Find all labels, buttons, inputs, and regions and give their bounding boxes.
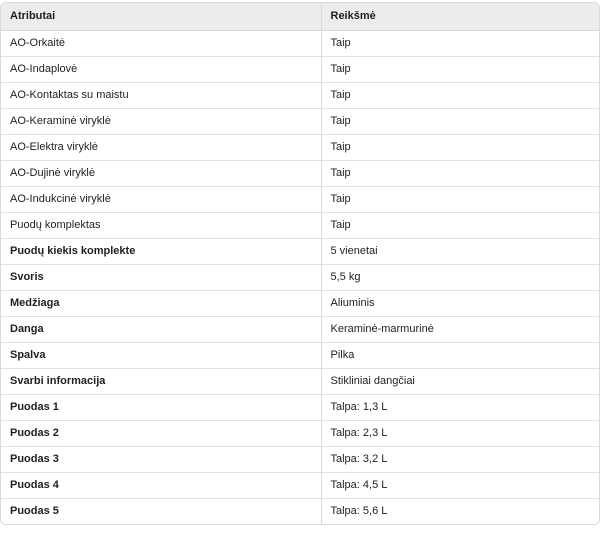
value-cell: 5,5 kg xyxy=(321,264,599,290)
table-header-row xyxy=(1,3,599,30)
header-attribute: Atributai xyxy=(1,3,321,30)
table-row xyxy=(1,238,599,264)
attribute-cell: AO-Orkaitė xyxy=(10,37,66,49)
value-cell: Talpa: 3,2 L xyxy=(321,446,599,472)
attribute-cell: AO-Indaplovė xyxy=(1,56,321,82)
table-row xyxy=(1,394,599,420)
value-cell: Pilka xyxy=(321,342,599,368)
attributes-table xyxy=(1,3,599,524)
table-row xyxy=(1,108,599,134)
value-cell: Taip xyxy=(321,30,599,56)
attribute-cell: AO-Keraminė viryklė xyxy=(1,108,321,134)
value-cell: Taip xyxy=(321,134,599,160)
table-row xyxy=(1,446,599,472)
value-cell: Talpa: 4,5 L xyxy=(321,472,599,498)
value-cell: Taip xyxy=(321,108,599,134)
value-cell: Stikliniai dangčiai xyxy=(321,368,599,394)
value-cell: Taip xyxy=(321,186,599,212)
value-cell: Taip xyxy=(321,160,599,186)
value-cell: Taip xyxy=(321,82,599,108)
table-row xyxy=(1,160,599,186)
value-cell: 5 vienetai xyxy=(321,238,599,264)
table-row xyxy=(1,30,599,56)
table-row xyxy=(1,82,599,108)
attribute-cell: Svoris xyxy=(1,264,321,290)
table-row xyxy=(1,264,599,290)
attribute-cell: AO-Dujinė viryklė xyxy=(1,160,321,186)
table-row xyxy=(1,498,599,524)
table-row xyxy=(1,342,599,368)
value-cell: Taip xyxy=(321,56,599,82)
attribute-cell: Spalva xyxy=(1,342,321,368)
attribute-cell: Puodas 1 xyxy=(1,394,321,420)
attribute-cell: Medžiaga xyxy=(1,290,321,316)
value-cell: Talpa: 2,3 L xyxy=(321,420,599,446)
table-row xyxy=(1,134,599,160)
table-row xyxy=(1,212,599,238)
attribute-cell: Puodų kiekis komplekte xyxy=(1,238,321,264)
table-row xyxy=(1,316,599,342)
attribute-cell: Svarbi informacija xyxy=(1,368,321,394)
attribute-cell: Danga xyxy=(1,316,321,342)
table-body xyxy=(1,30,599,524)
attribute-cell: Puodų komplektas xyxy=(1,212,321,238)
table-row xyxy=(1,420,599,446)
table-row xyxy=(1,56,599,82)
value-cell: Aliuminis xyxy=(321,290,599,316)
attribute-cell: AO-Elektra viryklė xyxy=(1,134,321,160)
value-cell: Taip xyxy=(321,212,599,238)
table-row xyxy=(1,186,599,212)
attributes-table-container xyxy=(0,2,600,525)
attribute-cell: Puodas 3 xyxy=(1,446,321,472)
attribute-cell: Puodas 5 xyxy=(1,498,321,524)
table-row xyxy=(1,290,599,316)
attribute-cell: AO-Indukcinė viryklė xyxy=(1,186,321,212)
value-cell: Keraminė-marmurinė xyxy=(321,316,599,342)
value-cell: Talpa: 1,3 L xyxy=(321,394,599,420)
attribute-cell: Puodas 4 xyxy=(1,472,321,498)
attribute-cell: AO-Kontaktas su maistu xyxy=(1,82,321,108)
table-row xyxy=(1,472,599,498)
table-row xyxy=(1,368,599,394)
attribute-cell: Puodas 2 xyxy=(1,420,321,446)
value-cell: Talpa: 5,6 L xyxy=(321,498,599,524)
header-value: Reikšmė xyxy=(321,3,599,30)
